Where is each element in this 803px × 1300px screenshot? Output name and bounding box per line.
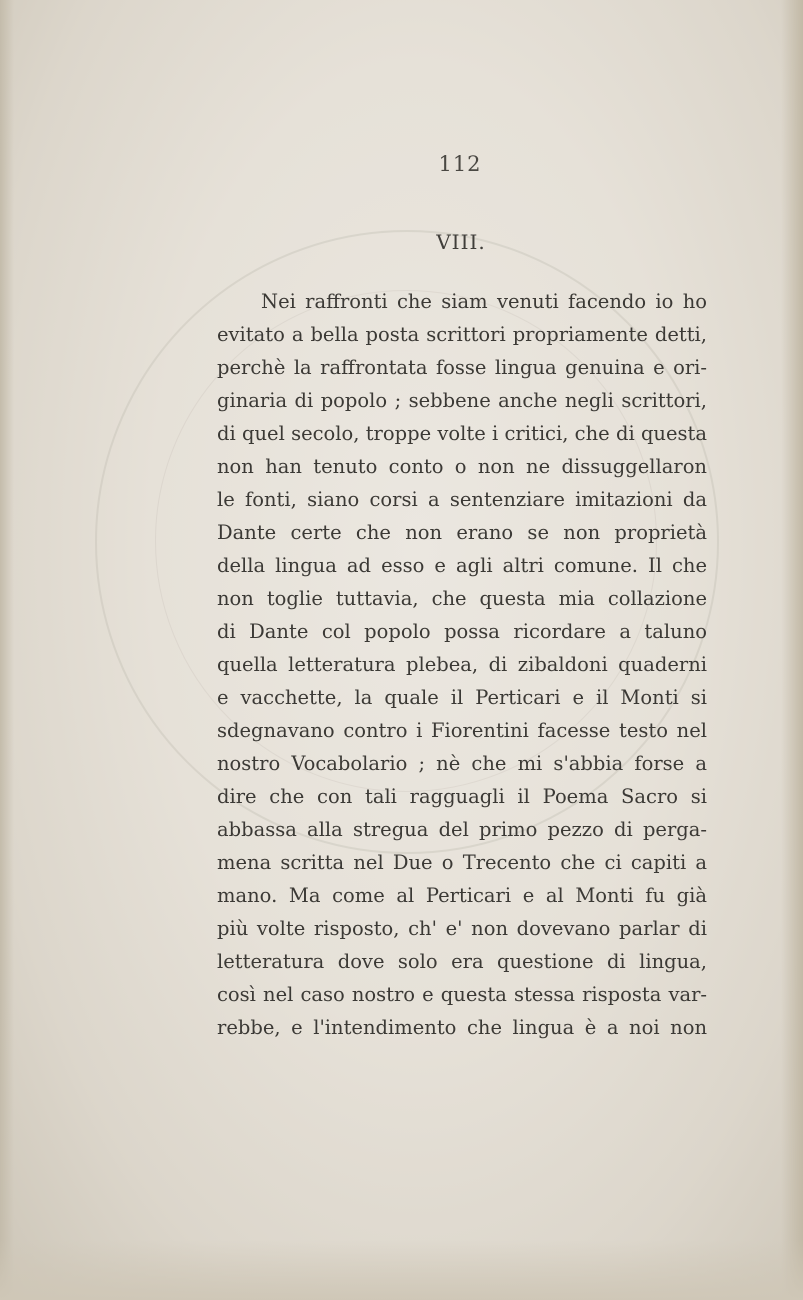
text-line: Dante certe che non erano se non proprietà — [217, 521, 707, 544]
text-line: ginaria di popolo ; sebbene anche negli scrittori, — [217, 389, 707, 412]
text-line: rebbe, e l'intendimento che lingua è a noi non — [217, 1016, 707, 1039]
text-line: Nei raffronti che siam venuti facendo io ho — [261, 290, 707, 313]
section-heading: VIII. — [436, 230, 486, 254]
text-line: quella letteratura plebea, di zibaldoni quaderni — [217, 653, 707, 676]
text-line: così nel caso nostro e questa stessa risposta var- — [217, 983, 707, 1006]
page-edge-shadow-right — [781, 0, 803, 1300]
text-line: mano. Ma come al Perticari e al Monti fu già — [217, 884, 707, 907]
page-edge-shadow-left — [0, 0, 14, 1300]
page-number: 112 — [438, 152, 482, 176]
text-line: più volte risposto, ch' e' non dovevano parlar di — [217, 917, 707, 940]
body-text — [217, 285, 707, 1044]
text-line: e vacchette, la quale il Perticari e il Monti si — [217, 686, 707, 709]
text-line: non toglie tuttavia, che questa mia collazione — [217, 587, 707, 610]
text-line: mena scritta nel Due o Trecento che ci capiti a — [217, 851, 707, 874]
text-line: letteratura dove solo era questione di lingua, — [217, 950, 707, 973]
text-line: sdegnavano contro i Fiorentini facesse testo nel — [217, 719, 707, 742]
text-line: di quel secolo, troppe volte i critici, che di questa — [217, 422, 707, 445]
text-line: nostro Vocabolario ; nè che mi s'abbia forse a — [217, 752, 707, 775]
text-line: perchè la raffrontata fosse lingua genuina e ori- — [217, 356, 707, 379]
text-line: evitato a bella posta scrittori propriamente detti, — [217, 323, 707, 346]
text-line: di Dante col popolo possa ricordare a taluno — [217, 620, 707, 643]
text-line: le fonti, siano corsi a sentenziare imitazioni da — [217, 488, 707, 511]
text-line: della lingua ad esso e agli altri comune. Il che — [217, 554, 707, 577]
text-line: dire che con tali ragguagli il Poema Sacro si — [217, 785, 707, 808]
text-line: abbassa alla stregua del primo pezzo di perga- — [217, 818, 707, 841]
text-line: non han tenuto conto o non ne dissuggellaron — [217, 455, 707, 478]
page-edge-shadow-bottom — [0, 1240, 803, 1300]
